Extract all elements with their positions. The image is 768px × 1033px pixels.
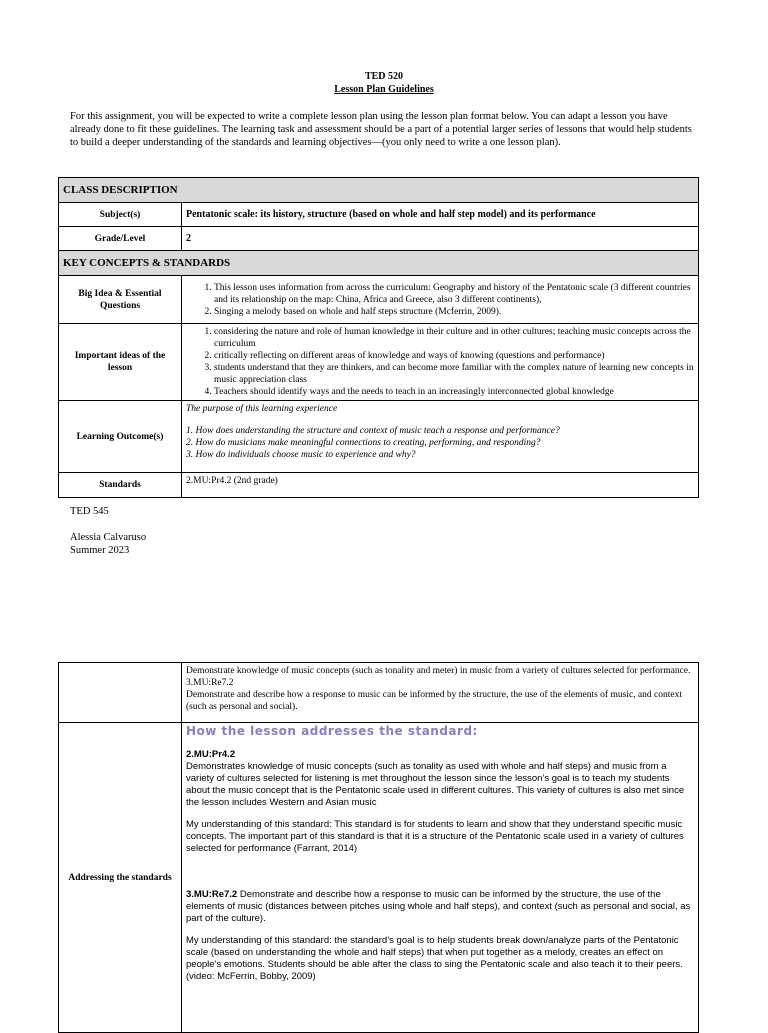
intro-paragraph: For this assignment, you will be expected to write a complete lesson plan using the lesson plan format below. You can adapt a lesson you have already done to fit these guidelines. The learning task and assessment should be a part of a potential larger series of lessons that would help students to build a deeper understanding of the standards and learning objectives—(you only need to write a one lesson plan). <box>70 111 692 148</box>
important-ideas-label: Important ideas of the lesson <box>59 324 182 401</box>
standard-explanation-2 <box>186 889 694 925</box>
standard-understanding: My understanding of this standard: the standard’s goal is to help students break down/analyze parts of the Pentatonic scale (based on understanding the whole and half steps) that when put together as a melody, creates an effect on people’s emotions. Students should be able after the class to sing the Pentatonic scale and also teach it to their peers. (video: McFerrin, Bobby, 2009) <box>186 935 683 982</box>
class-description-heading: CLASS DESCRIPTION <box>59 178 699 203</box>
document-course-title: TED 520 <box>364 71 404 82</box>
important-idea-item: 2. critically reflecting on different areas of knowledge and ways of knowing (questions and performance) <box>214 350 694 362</box>
big-idea-item: 2. Singing a melody based on whole and half steps structure (Mcferrin, 2009). <box>214 306 694 318</box>
subject-label: Subject(s) <box>59 203 182 227</box>
standard-text: Demonstrate knowledge of music concepts (such as tonality and meter) in music from a variety of cultures selected for performance. <box>186 666 691 676</box>
document-subtitle: Lesson Plan Guidelines <box>334 84 434 95</box>
standard-code: 2.MU:Pr4.2 <box>186 749 236 760</box>
standard-explanation: Demonstrates knowledge of music concepts (such as tonality as used with whole and half steps) and music from a variety of cultures selected for listening is met throughout the lesson since the lesson’s goal is to teach my students about the music concept that is the Pentatonic scale used in different cultures. This variety of cultures is also met since the lesson includes Western and Asian music <box>186 761 685 808</box>
subject-value: Pentatonic scale: its history, structure (based on whole and half step model) and its performance <box>182 203 699 227</box>
learning-outcome-cell <box>182 401 699 473</box>
standards-table <box>58 662 699 1033</box>
standards-value: 2.MU:Pr4.2 (2nd grade) <box>182 473 699 498</box>
learning-outcome-item: 3. How do individuals choose music to experience and why? <box>186 450 416 460</box>
standards-label: Standards <box>59 473 182 498</box>
grade-value: 2 <box>182 227 699 251</box>
learning-outcome-label: Learning Outcome(s) <box>59 401 182 473</box>
addressing-standards-cell <box>182 723 699 1033</box>
big-idea-cell <box>182 276 699 324</box>
important-idea-item: 3. students understand that they are thinkers, and can become more familiar with the complex nature of learning new concepts in music appreciation class <box>214 362 694 386</box>
standard-code: 3.MU:Re7.2 <box>186 889 238 900</box>
grade-label: Grade/Level <box>59 227 182 251</box>
learning-outcome-item: 2. How do musicians make meaningful connections to creating, performing, and responding? <box>186 438 541 448</box>
important-idea-item: 1. considering the nature and role of human knowledge in their culture and in other cultures; teaching music concepts across the curriculum <box>214 326 694 350</box>
big-idea-label: Big Idea & Essential Questions <box>59 276 182 324</box>
standard-text: Demonstrate and describe how a response to music can be informed by the structure, the use of the elements of music, and context (such as personal and social). <box>186 690 682 712</box>
footer-course: TED 545 <box>70 506 109 517</box>
footer-author: Alessia Calvaruso <box>70 532 147 543</box>
big-idea-item: 1. This lesson uses information from across the curriculum: Geography and history of the Pentatonic scale (3 different countries and its relationship on the map: China, Africa and Greece, also 3 different continents), <box>214 282 694 306</box>
empty-label-cell <box>59 663 182 723</box>
standard-understanding: My understanding of this standard: This standard is for students to learn and show that they understand specific music concepts. The important part of this standard is that it is a structure of the Pentatonic scale used in a variety of cultures selected for performance (Farrant, 2014) <box>186 819 684 854</box>
learning-outcome-intro: The purpose of this learning experience <box>186 404 338 414</box>
important-ideas-cell <box>182 324 699 401</box>
page-footer <box>70 505 146 557</box>
standard-explanation-text: Demonstrate and describe how a response to music can be informed by the structure, the use of the elements of music (distances between pitches using whole and half steps), and context (such as personal and social, as part of the culture). <box>186 889 691 924</box>
key-concepts-heading: KEY CONCEPTS & STANDARDS <box>59 251 699 276</box>
standard-code: 3.MU:Re7.2 <box>186 678 234 688</box>
standards-description-cell <box>182 663 699 723</box>
addressing-standards-label: Addressing the standards <box>59 723 182 1033</box>
footer-term: Summer 2023 <box>70 545 130 556</box>
important-idea-item: 4. Teachers should identify ways and the needs to teach in an increasingly interconnected global knowledge <box>214 386 694 398</box>
lesson-plan-table <box>58 177 699 498</box>
learning-outcome-item: 1. How does understanding the structure and context of music teach a response and performance? <box>186 426 560 436</box>
addressing-standards-title: How the lesson addresses the standard: <box>186 724 478 738</box>
